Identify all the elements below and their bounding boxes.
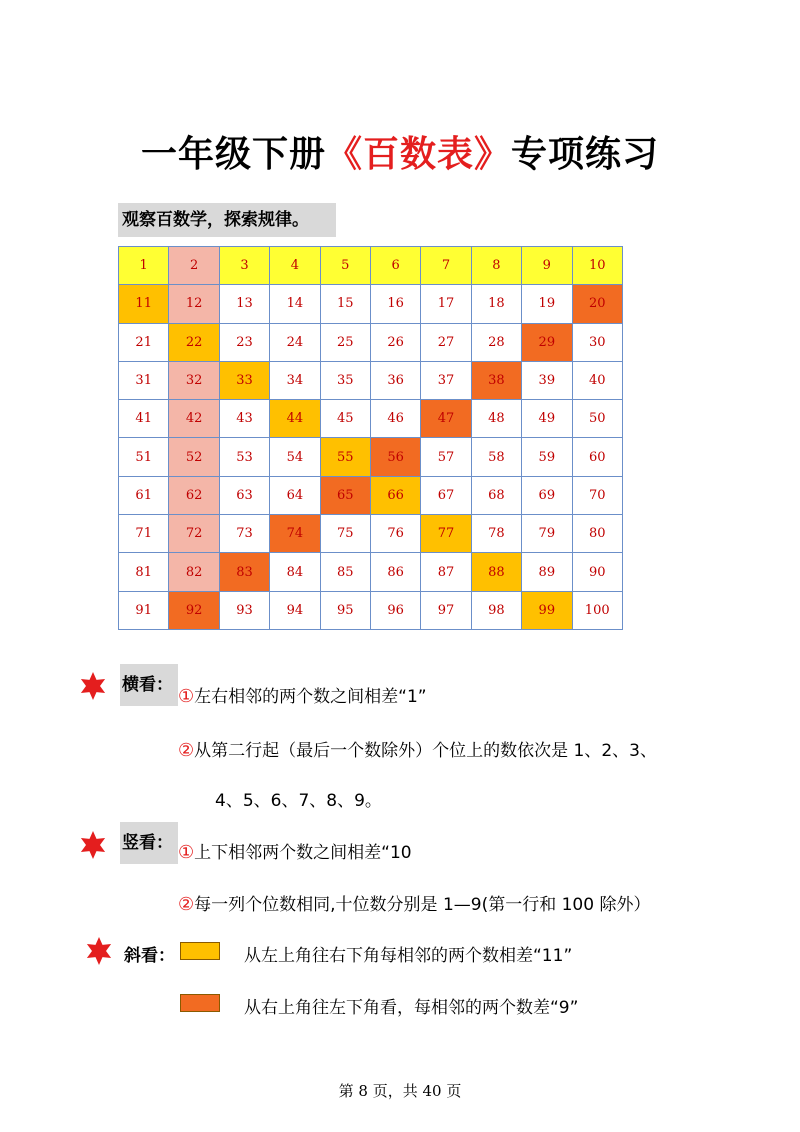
- grid-cell: 91: [119, 591, 169, 629]
- item-text: 每一列个位数相同,十位数分别是 1—9(第一行和 100 除外）: [194, 895, 651, 915]
- grid-cell: 74: [270, 515, 320, 553]
- grid-cell: 44: [270, 400, 320, 438]
- grid-cell: 89: [522, 553, 572, 591]
- grid-row: [119, 553, 623, 591]
- grid-cell: 94: [270, 591, 320, 629]
- grid-cell: 53: [219, 438, 269, 476]
- grid-cell: 15: [320, 285, 370, 323]
- horizontal-item-2: [178, 736, 657, 761]
- grid-cell: 49: [522, 400, 572, 438]
- grid-cell: 29: [522, 323, 572, 361]
- item-mark: ②: [178, 894, 195, 915]
- grid-cell: 35: [320, 361, 370, 399]
- grid-cell: 86: [370, 553, 420, 591]
- grid-cell: 22: [169, 323, 219, 361]
- grid-cell: 52: [169, 438, 219, 476]
- grid-cell: 83: [219, 553, 269, 591]
- grid-cell: 34: [270, 361, 320, 399]
- grid-cell: 82: [169, 553, 219, 591]
- grid-cell: 81: [119, 553, 169, 591]
- grid-cell: 63: [219, 476, 269, 514]
- grid-cell: 24: [270, 323, 320, 361]
- diagonal-item-2: 从右上角往左下角看，每相邻的两个数差“9”: [244, 998, 579, 1018]
- grid-cell: 46: [370, 400, 420, 438]
- grid-cell: 23: [219, 323, 269, 361]
- grid-cell: 50: [572, 400, 622, 438]
- grid-cell: 13: [219, 285, 269, 323]
- grid-cell: 2: [169, 247, 219, 285]
- star-icon: [78, 671, 108, 701]
- grid-cell: 42: [169, 400, 219, 438]
- item-mark: ②: [178, 740, 195, 761]
- grid-cell: 73: [219, 515, 269, 553]
- grid-cell: 61: [119, 476, 169, 514]
- title-prefix: 一年级下册: [140, 134, 326, 175]
- grid-cell: 17: [421, 285, 471, 323]
- grid-cell: 55: [320, 438, 370, 476]
- grid-cell: 8: [471, 247, 521, 285]
- grid-cell: 1: [119, 247, 169, 285]
- grid-cell: 66: [370, 476, 420, 514]
- grid-cell: 95: [320, 591, 370, 629]
- grid-cell: 33: [219, 361, 269, 399]
- grid-cell: 80: [572, 515, 622, 553]
- grid-cell: 97: [421, 591, 471, 629]
- grid-cell: 36: [370, 361, 420, 399]
- title-suffix: 专项练习: [511, 134, 660, 175]
- grid-cell: 85: [320, 553, 370, 591]
- grid-cell: 37: [421, 361, 471, 399]
- grid-cell: 88: [471, 553, 521, 591]
- grid-cell: 28: [471, 323, 521, 361]
- horizontal-item-1: [178, 682, 427, 707]
- grid-cell: 90: [572, 553, 622, 591]
- page-footer: 第 8 页，共 40 页: [338, 1082, 462, 1100]
- item-mark: ①: [178, 686, 195, 707]
- grid-cell: 57: [421, 438, 471, 476]
- grid-cell: 75: [320, 515, 370, 553]
- grid-cell: 96: [370, 591, 420, 629]
- grid-cell: 16: [370, 285, 420, 323]
- grid-cell: 21: [119, 323, 169, 361]
- grid-cell: 100: [572, 591, 622, 629]
- grid-cell: 30: [572, 323, 622, 361]
- grid-cell: 98: [471, 591, 521, 629]
- grid-cell: 70: [572, 476, 622, 514]
- grid-row: [119, 361, 623, 399]
- grid-cell: 11: [119, 285, 169, 323]
- grid-cell: 48: [471, 400, 521, 438]
- grid-cell: 60: [572, 438, 622, 476]
- vertical-label: 竖看：: [120, 822, 178, 864]
- orange-swatch: [180, 994, 220, 1012]
- star-icon: [84, 936, 114, 966]
- grid-cell: 79: [522, 515, 572, 553]
- grid-cell: 64: [270, 476, 320, 514]
- gold-swatch: [180, 942, 220, 960]
- diagonal-item-1: 从左上角往右下角每相邻的两个数相差“11”: [244, 946, 573, 966]
- section-subtitle: 观察百数学，探索规律。: [118, 203, 336, 237]
- grid-cell: 56: [370, 438, 420, 476]
- grid-row: [119, 400, 623, 438]
- diagonal-label: 斜看：: [124, 946, 175, 966]
- grid-cell: 92: [169, 591, 219, 629]
- grid-cell: 43: [219, 400, 269, 438]
- grid-cell: 19: [522, 285, 572, 323]
- grid-cell: 12: [169, 285, 219, 323]
- item-text: 上下相邻两个数之间相差“10: [194, 843, 412, 863]
- grid-cell: 69: [522, 476, 572, 514]
- grid-row: [119, 515, 623, 553]
- vertical-item-1: [178, 838, 412, 863]
- grid-row: [119, 323, 623, 361]
- grid-cell: 93: [219, 591, 269, 629]
- grid-cell: 26: [370, 323, 420, 361]
- vertical-item-2: [178, 890, 650, 915]
- star-icon: [78, 830, 108, 860]
- grid-cell: 6: [370, 247, 420, 285]
- grid-cell: 72: [169, 515, 219, 553]
- grid-cell: 31: [119, 361, 169, 399]
- grid-row: [119, 591, 623, 629]
- item-mark: ①: [178, 842, 195, 863]
- grid-row: [119, 285, 623, 323]
- grid-cell: 76: [370, 515, 420, 553]
- grid-cell: 47: [421, 400, 471, 438]
- grid-cell: 18: [471, 285, 521, 323]
- grid-row: [119, 438, 623, 476]
- grid-cell: 10: [572, 247, 622, 285]
- grid-cell: 51: [119, 438, 169, 476]
- grid-cell: 41: [119, 400, 169, 438]
- grid-cell: 99: [522, 591, 572, 629]
- grid-cell: 7: [421, 247, 471, 285]
- grid-cell: 20: [572, 285, 622, 323]
- grid-cell: 4: [270, 247, 320, 285]
- grid-cell: 40: [572, 361, 622, 399]
- grid-cell: 3: [219, 247, 269, 285]
- page-title: [0, 126, 800, 177]
- grid-row: [119, 247, 623, 285]
- grid-cell: 54: [270, 438, 320, 476]
- grid-cell: 9: [522, 247, 572, 285]
- grid-cell: 38: [471, 361, 521, 399]
- grid-cell: 58: [471, 438, 521, 476]
- grid-cell: 27: [421, 323, 471, 361]
- grid-cell: 45: [320, 400, 370, 438]
- item-text: 左右相邻的两个数之间相差“1”: [194, 687, 427, 707]
- grid-cell: 71: [119, 515, 169, 553]
- grid-cell: 59: [522, 438, 572, 476]
- grid-row: [119, 476, 623, 514]
- grid-cell: 78: [471, 515, 521, 553]
- hundred-chart: [118, 246, 623, 630]
- grid-cell: 77: [421, 515, 471, 553]
- grid-cell: 87: [421, 553, 471, 591]
- grid-cell: 32: [169, 361, 219, 399]
- horizontal-item-2-continued: 4、5、6、7、8、9。: [215, 791, 382, 811]
- grid-cell: 39: [522, 361, 572, 399]
- grid-cell: 62: [169, 476, 219, 514]
- title-highlight: 《百数表》: [325, 134, 511, 175]
- grid-cell: 68: [471, 476, 521, 514]
- item-text: 从第二行起（最后一个数除外）个位上的数依次是 1、2、3、: [194, 741, 657, 761]
- grid-cell: 84: [270, 553, 320, 591]
- grid-cell: 25: [320, 323, 370, 361]
- grid-cell: 14: [270, 285, 320, 323]
- horizontal-label: 横看：: [120, 664, 178, 706]
- grid-cell: 67: [421, 476, 471, 514]
- grid-cell: 65: [320, 476, 370, 514]
- grid-cell: 5: [320, 247, 370, 285]
